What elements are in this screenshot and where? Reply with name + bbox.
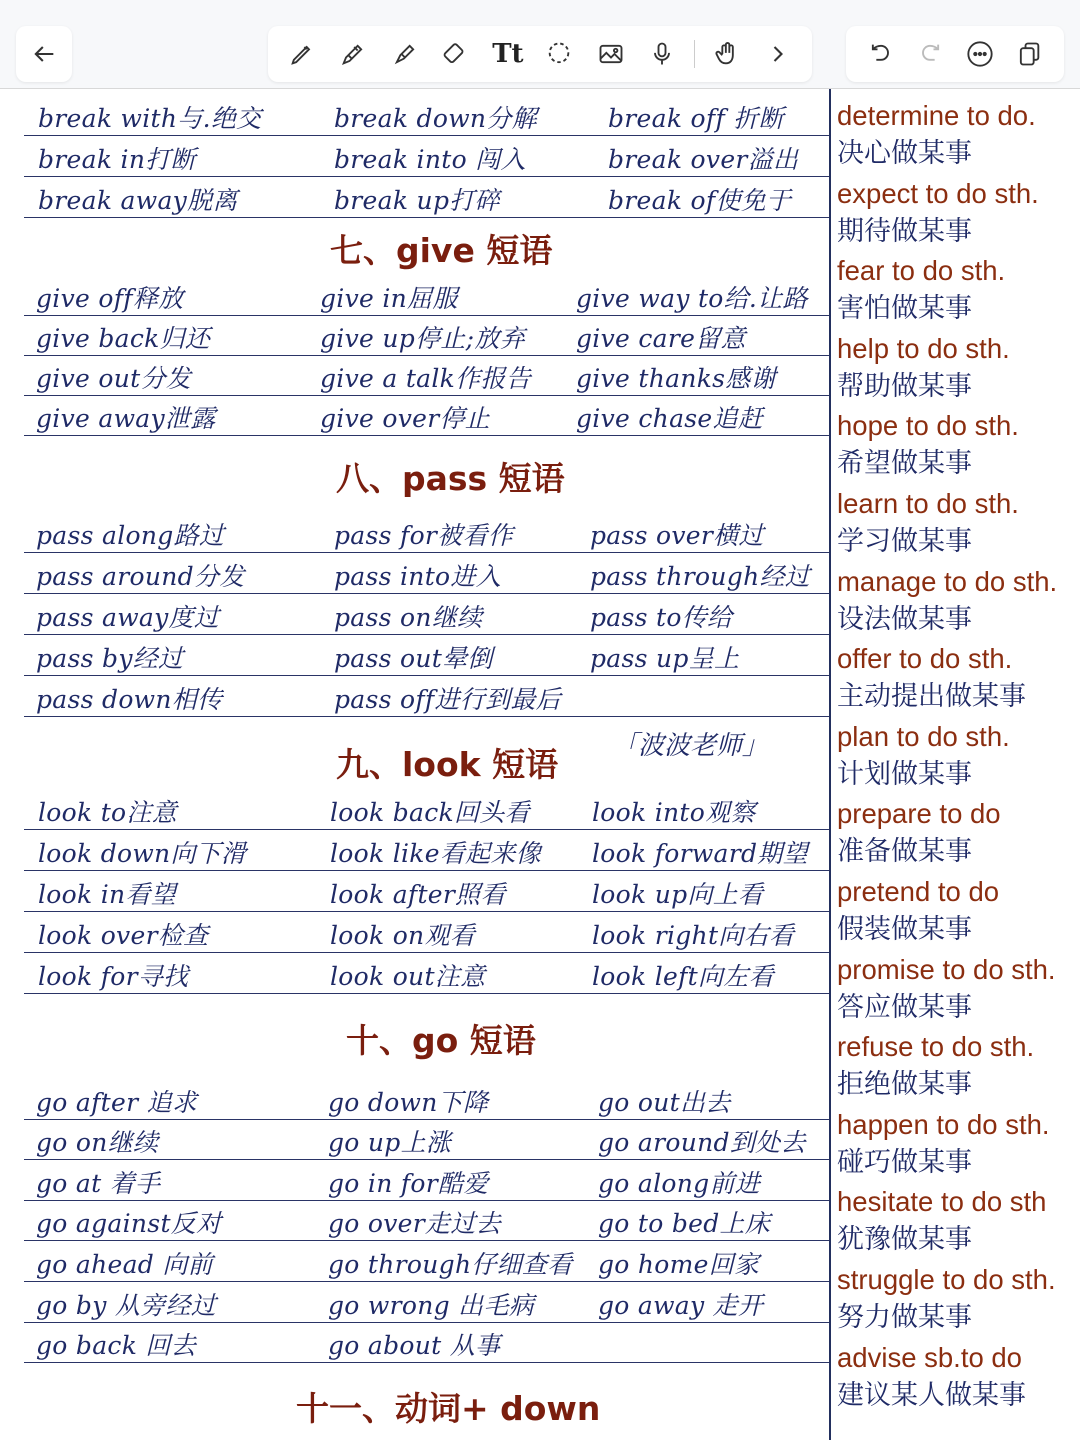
verb-pattern: struggle to do sth. — [837, 1263, 1056, 1295]
note-canvas[interactable] — [0, 89, 830, 1440]
phrase-cell: look after照看 — [330, 880, 506, 909]
verb-pattern: manage to do sth. — [837, 565, 1058, 597]
phrase-cell: pass off进行到最后 — [334, 685, 561, 714]
phrase-cell: go ahead 向前 — [36, 1250, 213, 1279]
table-row — [24, 594, 830, 635]
table-row — [24, 355, 830, 396]
more-icon[interactable] — [960, 34, 1000, 74]
list-item — [837, 406, 1080, 484]
section-heading-give: 七、give 短语 — [330, 231, 553, 270]
table-row — [24, 1241, 830, 1282]
verb-meaning: 建议某人做某事 — [837, 1379, 1026, 1411]
table-row — [24, 635, 830, 676]
list-item — [837, 1105, 1080, 1183]
verb-meaning: 主动提出做某事 — [837, 681, 1026, 713]
phrase-cell: look up向上看 — [592, 880, 764, 909]
phrase-cell: pass over横过 — [590, 521, 764, 550]
phrase-cell: pass for被看作 — [334, 521, 514, 550]
tool-palette — [268, 26, 812, 82]
list-item — [837, 872, 1080, 950]
phrase-cell: pass up呈上 — [590, 644, 740, 673]
phrase-cell: break in打断 — [38, 145, 196, 174]
table-row — [24, 512, 830, 553]
table-row — [24, 1079, 830, 1120]
verb-meaning: 犹豫做某事 — [837, 1224, 972, 1256]
verb-meaning: 决心做某事 — [837, 138, 972, 169]
phrase-cell: go around到处去 — [598, 1128, 806, 1157]
arrow-left-icon — [24, 34, 64, 74]
verb-meaning: 学习做某事 — [837, 525, 972, 557]
phrase-cell: look out注意 — [330, 962, 486, 991]
phrase-cell: give over停止 — [320, 404, 491, 433]
verb-pattern: promise to do sth. — [837, 953, 1056, 985]
phrase-cell: pass out晕倒 — [334, 644, 493, 673]
list-item — [837, 329, 1080, 407]
table-row — [24, 871, 830, 912]
phrase-cell: go home回家 — [598, 1250, 760, 1279]
phrase-cell: break away脱离 — [38, 186, 238, 215]
table-row — [24, 315, 830, 356]
infinitive-verb-list — [837, 96, 1080, 1415]
table-row — [24, 1282, 830, 1323]
phrase-cell: go against反对 — [36, 1209, 222, 1238]
section-heading-look: 九、look 短语 — [336, 745, 559, 784]
phrase-cell: give care留意 — [576, 324, 746, 353]
phrase-cell: go away 走开 — [598, 1291, 764, 1320]
phrase-cell: go up上涨 — [328, 1128, 452, 1157]
phrase-cell: look right向右看 — [592, 921, 795, 950]
redo-icon[interactable] — [910, 34, 950, 74]
table-row — [24, 830, 830, 871]
verb-meaning: 期待做某事 — [837, 215, 972, 247]
list-item — [837, 639, 1080, 717]
table-row — [24, 789, 830, 830]
lasso-icon[interactable] — [539, 34, 579, 74]
author-signature: 「波波老师」 — [612, 731, 769, 761]
phrase-cell: go through仔细查看 — [328, 1250, 573, 1279]
table-row — [24, 676, 830, 717]
phrase-cell: break down分解 — [334, 104, 537, 133]
table-row — [24, 177, 830, 218]
table-row — [24, 275, 830, 316]
list-item — [837, 1027, 1080, 1105]
verb-meaning: 设法做某事 — [837, 603, 972, 635]
phrase-cell: go on继续 — [36, 1128, 159, 1157]
column-divider — [829, 89, 831, 1440]
toolbar-divider — [694, 40, 695, 68]
pencil-icon[interactable] — [333, 34, 373, 74]
list-item — [837, 1182, 1080, 1260]
phrase-cell: go in for酷爱 — [328, 1169, 489, 1198]
phrase-cell: look over检查 — [38, 921, 209, 950]
phrase-cell: go wrong 出毛病 — [328, 1291, 535, 1320]
phrase-cell: pass into进入 — [334, 562, 502, 591]
microphone-icon[interactable] — [642, 34, 682, 74]
phrase-cell: go to bed上床 — [598, 1209, 771, 1238]
phrase-cell: go at 着手 — [36, 1169, 161, 1198]
verb-pattern: hesitate to do sth — [837, 1186, 1047, 1218]
phrase-cell: break off 折断 — [608, 104, 784, 133]
eraser-icon[interactable] — [436, 34, 476, 74]
verb-meaning: 假装做某事 — [837, 913, 972, 945]
phrase-cell: pass along路过 — [36, 521, 225, 550]
verb-meaning: 拒绝做某事 — [837, 1069, 972, 1101]
phrase-cell: go over走过去 — [328, 1209, 501, 1238]
verb-meaning: 努力做某事 — [837, 1301, 972, 1333]
phrase-cell: pass through经过 — [590, 562, 811, 591]
back-button[interactable] — [16, 26, 72, 82]
list-item — [837, 174, 1080, 252]
pen-icon[interactable] — [282, 34, 322, 74]
phrase-cell: pass to传给 — [590, 603, 733, 632]
phrase-cell: look down向下滑 — [38, 839, 247, 868]
table-row — [24, 95, 830, 136]
table-row — [24, 1322, 830, 1363]
table-row — [24, 553, 830, 594]
undo-icon[interactable] — [861, 34, 901, 74]
phrase-cell: give out分发 — [36, 364, 192, 393]
phrase-cell: break up打碎 — [334, 186, 500, 215]
verb-pattern: expect to do sth. — [837, 177, 1039, 209]
phrase-cell: break with与.绝交 — [38, 104, 262, 133]
table-row — [24, 912, 830, 953]
phrase-cell: give in屈服 — [320, 284, 458, 313]
verb-pattern: help to do sth. — [837, 332, 1010, 364]
phrase-cell: look back回头看 — [330, 798, 530, 827]
table-row — [24, 1119, 830, 1160]
list-item — [837, 562, 1080, 640]
table-row — [24, 136, 830, 177]
phrase-cell: look into观察 — [592, 798, 756, 827]
phrase-cell: go after 追求 — [36, 1088, 198, 1117]
phrase-cell: look forward期望 — [592, 839, 808, 868]
section-heading-go: 十、go 短语 — [346, 1021, 536, 1060]
verb-pattern: prepare to do — [837, 798, 1001, 830]
verb-pattern: pretend to do — [837, 875, 1000, 907]
table-row — [24, 1160, 830, 1201]
verb-pattern: offer to do sth. — [837, 643, 1013, 675]
phrase-cell: go about 从事 — [328, 1331, 501, 1360]
document-actions — [846, 26, 1064, 82]
phrase-cell: give chase追赶 — [576, 404, 764, 433]
phrase-cell: look left向左看 — [592, 962, 774, 991]
verb-meaning: 答应做某事 — [837, 991, 972, 1023]
pages-icon[interactable] — [1009, 34, 1049, 74]
list-item — [837, 96, 1080, 174]
list-item — [837, 717, 1080, 795]
verb-meaning: 害怕做某事 — [837, 293, 972, 325]
phrase-cell: pass on继续 — [334, 603, 483, 632]
phrase-cell: give a talk作报告 — [320, 364, 532, 393]
gesture-icon[interactable] — [707, 34, 747, 74]
phrase-cell: pass around分发 — [36, 562, 245, 591]
phrase-cell: go by 从旁经过 — [36, 1291, 217, 1320]
verb-pattern: determine to do. — [837, 100, 1036, 131]
toolbar — [0, 0, 1080, 88]
phrase-cell: break over溢出 — [608, 145, 799, 174]
phrase-cell: break into 闯入 — [334, 145, 526, 174]
phrase-cell: look for寻找 — [38, 962, 189, 991]
verb-meaning: 帮助做某事 — [837, 370, 972, 402]
list-item — [837, 1338, 1080, 1416]
phrase-cell: go down下降 — [328, 1088, 489, 1117]
verb-pattern: plan to do sth. — [837, 720, 1010, 752]
phrase-cell: give thanks感谢 — [576, 364, 776, 393]
verb-pattern: fear to do sth. — [837, 255, 1006, 287]
verb-pattern: happen to do sth. — [837, 1108, 1050, 1140]
phrase-cell: give up停止;放弃 — [320, 324, 525, 353]
list-item — [837, 484, 1080, 562]
phrase-cell: look to注意 — [38, 798, 177, 827]
verb-meaning: 希望做某事 — [837, 448, 972, 480]
phrase-cell: pass away度过 — [36, 603, 220, 632]
phrase-cell: go along前进 — [598, 1169, 761, 1198]
table-row — [24, 953, 830, 994]
chevron-right-icon[interactable] — [758, 34, 798, 74]
verb-meaning: 碰巧做某事 — [837, 1146, 972, 1178]
image-icon[interactable] — [591, 34, 631, 74]
phrase-cell: give way to给.让路 — [576, 284, 808, 313]
list-item — [837, 950, 1080, 1028]
list-item — [837, 794, 1080, 872]
phrase-cell: look like看起来像 — [330, 839, 542, 868]
verb-meaning: 计划做某事 — [837, 758, 972, 790]
phrase-cell: go back 回去 — [36, 1331, 197, 1360]
highlighter-icon[interactable] — [385, 34, 425, 74]
phrase-cell: break of使免于 — [608, 186, 792, 215]
verb-meaning: 准备做某事 — [837, 836, 972, 868]
table-row — [24, 395, 830, 436]
phrase-cell: give back归还 — [36, 324, 211, 353]
verb-pattern: hope to do sth. — [837, 410, 1019, 442]
phrase-cell: look in看望 — [38, 880, 176, 909]
section-heading-pass: 八、pass 短语 — [336, 459, 565, 498]
phrase-cell: pass by经过 — [36, 644, 184, 673]
phrase-cell: pass down相传 — [36, 685, 223, 714]
verb-pattern: learn to do sth. — [837, 487, 1019, 519]
phrase-cell: give off释放 — [36, 284, 184, 313]
phrase-cell: go out出去 — [598, 1088, 731, 1117]
list-item — [837, 251, 1080, 329]
section-heading-down: 十一、动词+ down — [296, 1389, 601, 1428]
table-row — [24, 1200, 830, 1241]
verb-pattern: refuse to do sth. — [837, 1031, 1035, 1063]
text-tool-icon[interactable]: Tt — [492, 39, 524, 69]
list-item — [837, 1260, 1080, 1338]
verb-pattern: advise sb.to do — [837, 1341, 1022, 1373]
phrase-cell: give away泄露 — [36, 404, 216, 433]
phrase-cell: look on观看 — [330, 921, 476, 950]
